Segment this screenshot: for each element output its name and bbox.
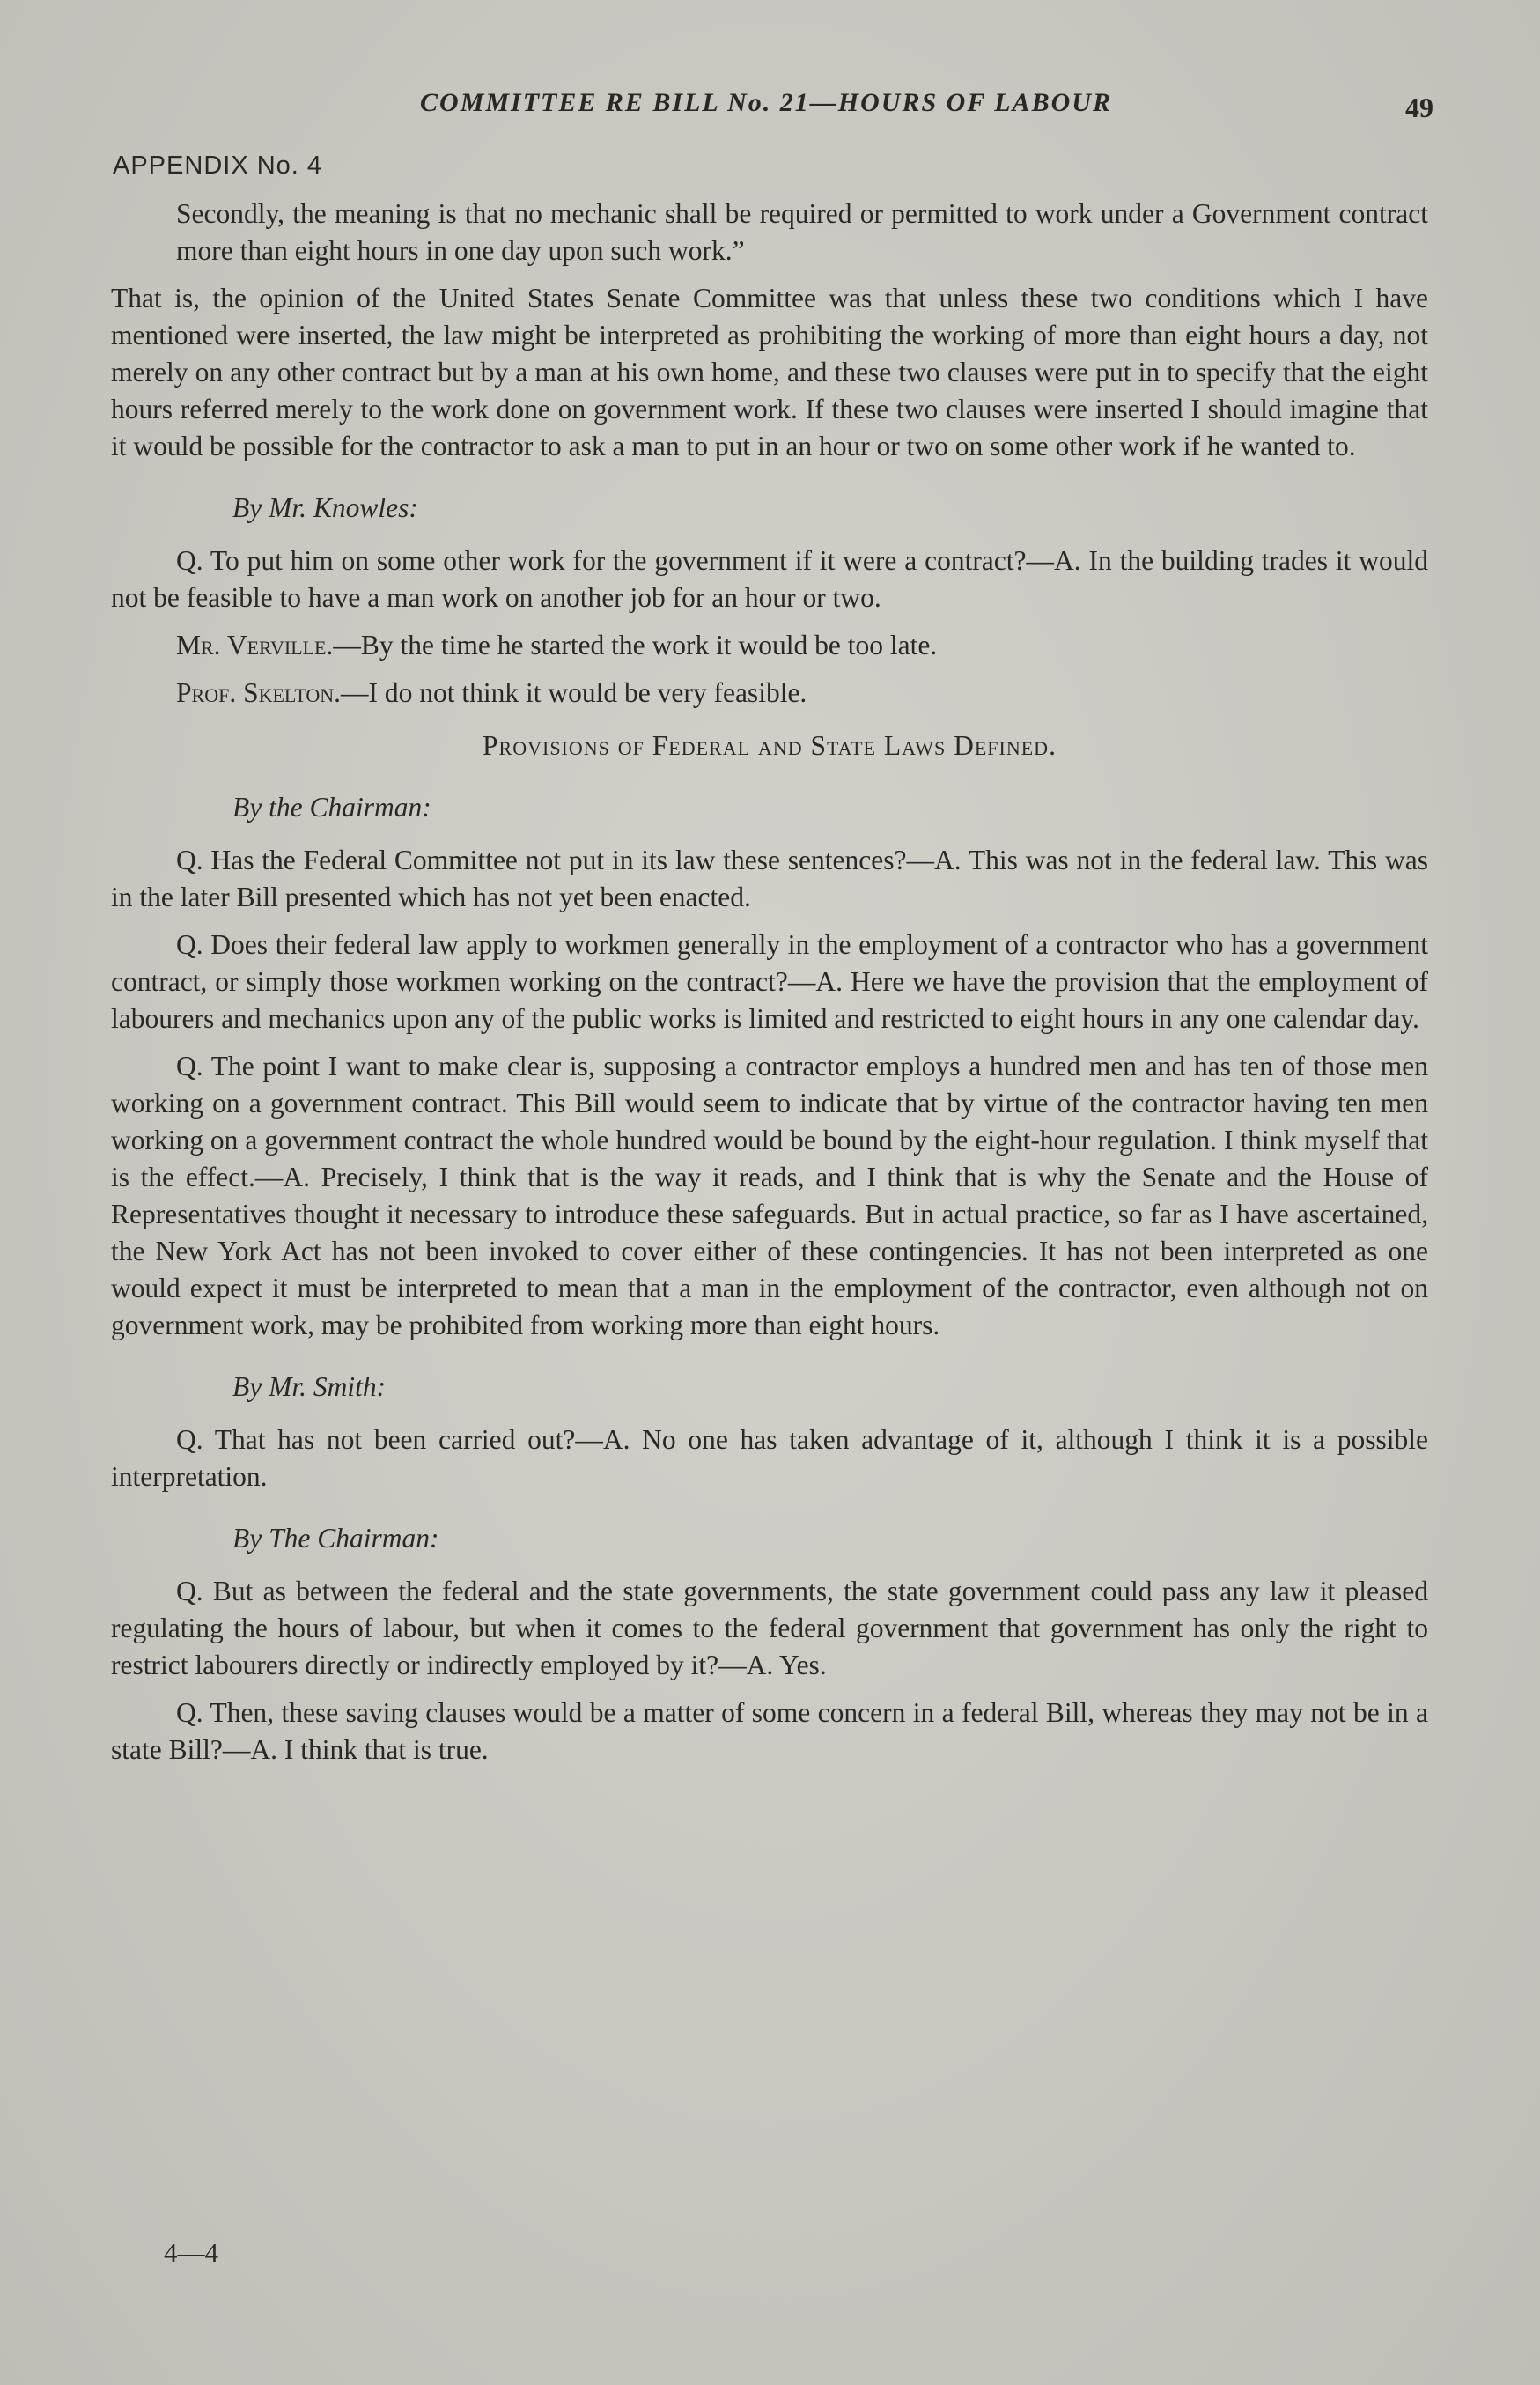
- speaker-byline-chairman-2: By The Chairman:: [232, 1523, 439, 1554]
- paragraph-senate-opinion: That is, the opinion of the United States Senate Committee was that unless these two conditions which I have mentioned were inserted, the law might be interpreted as prohibiting the working of more than eight hours a day, not merely on any other contract but by a man at his own home, and these two clauses were put in to specify that the eight hours referred merely to the work done on government work. If these two clauses were inserted I should imagine that it would be possible for the contractor to ask a man to put in an hour or two on some other work if he wanted to.: [111, 283, 1428, 461]
- page-number: 49: [1405, 92, 1433, 123]
- question-answer: Q. That has not been carried out?—A. No one has taken advantage of it, although I think it is a possible interpretation.: [111, 1424, 1428, 1492]
- question-answer: Q. Then, these saving clauses would be a matter of some concern in a federal Bill, whereas they may not be in a state Bill?—A. I think that is true.: [111, 1697, 1428, 1765]
- question-answer: Q. But as between the federal and the state governments, the state government could pass any law it pleased regulating the hours of labour, but when it comes to the federal government that government has only the right to restrict labourers directly or indirectly employed by it?—A. Yes.: [111, 1576, 1428, 1680]
- statement-skelton: [111, 675, 1428, 712]
- question-answer: Q. To put him on some other work for the government if it were a contract?—A. In the building trades it would not be feasible to have a man work on another job for an hour or two.: [111, 545, 1428, 613]
- question-answer: Q. Has the Federal Committee not put in its law these sentences?—A. This was not in the federal law. This was in the later Bill presented which has not yet been enacted.: [111, 845, 1428, 912]
- speaker-byline-smith: By Mr. Smith:: [232, 1371, 387, 1402]
- appendix-label: APPENDIX No. 4: [113, 151, 323, 180]
- page-body: [111, 196, 1428, 1779]
- statement-verville: [111, 627, 1428, 664]
- speaker-name: Prof. Skelton.: [176, 677, 342, 708]
- quote-continuation: Secondly, the meaning is that no mechanic shall be required or permitted to work under a Government contract more than eight hours in one day upon such work.”: [176, 198, 1428, 266]
- question-answer: Q. Does their federal law apply to workmen generally in the employment of a contractor who has a government contract, or simply those workmen working on the contract?—A. Here we have the provision that the employment of labourers and mechanics upon any of the public works is limited and restricted to eight hours in any one calendar day.: [111, 929, 1428, 1034]
- printer-signature-mark: 4—4: [164, 2237, 218, 2268]
- section-heading: Provisions of Federal and State Laws Defined.: [483, 730, 1057, 761]
- statement-text: —I do not think it would be very feasible.: [341, 677, 807, 708]
- speaker-byline-knowles: By Mr. Knowles:: [232, 492, 418, 523]
- speaker-name: Mr. Verville.: [176, 630, 334, 661]
- statement-text: —By the time he started the work it would be too late.: [333, 630, 938, 661]
- speaker-byline-chairman: By the Chairman:: [232, 792, 431, 823]
- running-title: COMMITTEE RE BILL No. 21—HOURS OF LABOUR: [420, 88, 1112, 117]
- question-answer: Q. The point I want to make clear is, supposing a contractor employs a hundred men and has ten of those men working on a government contract. This Bill would seem to indicate that by virtue of the contractor having ten men working on a government contract the whole hundred would be bound by the eight-hour regulation. I think myself that is the effect.—A. Precisely, I think that is the way it reads, and I think that is why the Senate and the House of Representatives thought it necessary to introduce these safeguards. But in actual practice, so far as I have ascertained, the New York Act has not been invoked to cover either of these contingencies. It has not been interpreted as one would expect it must be interpreted to mean that a man in the employment of the contractor, even although not on government work, may be prohibited from working more than eight hours.: [111, 1051, 1428, 1340]
